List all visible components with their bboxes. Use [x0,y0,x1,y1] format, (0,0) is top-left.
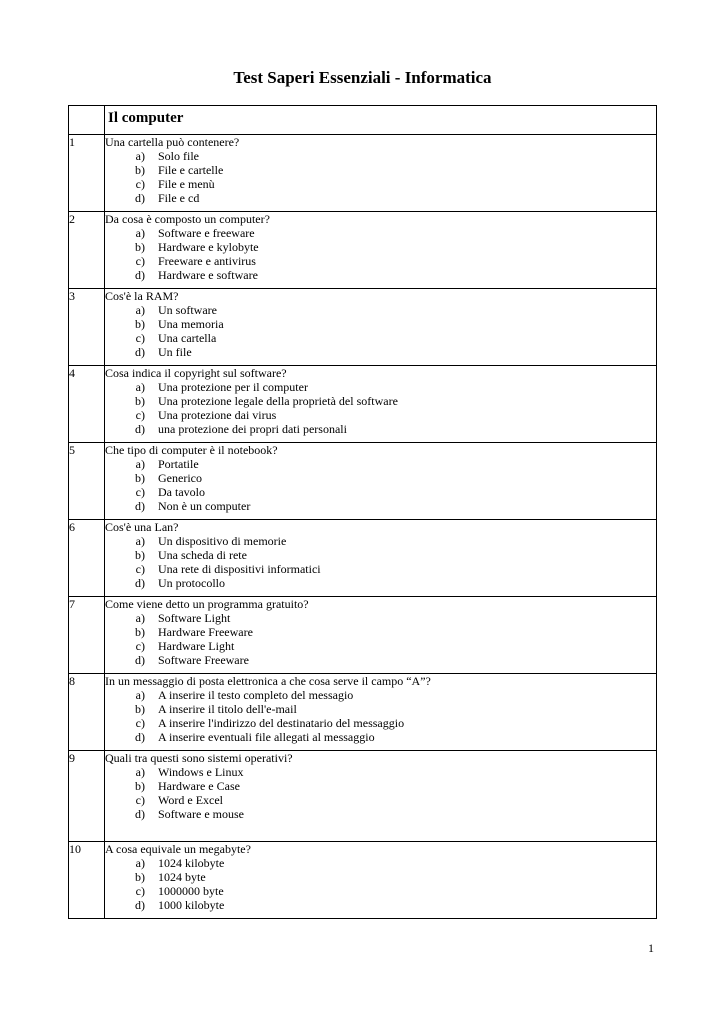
answer-option-letter: a) [135,149,145,163]
answer-option [105,471,656,485]
answer-option-letter: b) [135,625,145,639]
answer-option-letter: b) [135,471,145,485]
answer-option-letter: b) [135,317,145,331]
question-cell [105,842,657,919]
answer-option-letter: a) [135,688,145,702]
answer-options-list [105,303,656,359]
answer-option [105,457,656,471]
answer-option [105,422,656,436]
answer-option [105,548,656,562]
answer-option-text: Da tavolo [158,485,205,499]
quiz-table [68,105,657,919]
answer-option-letter: b) [135,870,145,884]
answer-option-letter: b) [135,779,145,793]
answer-option-text: 1024 kilobyte [158,856,225,870]
question-text: Da cosa è composto un computer? [105,212,270,226]
answer-option [105,856,656,870]
question-text: Che tipo di computer è il notebook? [105,443,278,457]
answer-option-text: Software Freeware [158,653,249,667]
answer-option-text: A inserire il testo completo del messagio [158,688,354,702]
answer-option-letter: a) [135,611,145,625]
answer-options-list [105,457,656,513]
answer-option-text: Non è un computer [158,499,251,513]
question-cell [105,520,657,597]
answer-option-text: Un file [158,345,192,359]
answer-option-letter: c) [135,716,145,730]
answer-option-text: 1000 kilobyte [158,898,225,912]
answer-option [105,576,656,590]
answer-option-text: Hardware e kylobyte [158,240,259,254]
question-number: 10 [69,842,105,919]
section-header-row [69,106,657,135]
answer-option-letter: a) [135,226,145,240]
answer-option-letter: c) [135,177,145,191]
answer-option-text: Hardware e software [158,268,258,282]
answer-options-list [105,765,656,821]
answer-option-text: Software e freeware [158,226,255,240]
answer-option [105,380,656,394]
answer-option-letter: b) [135,163,145,177]
answer-option-letter: c) [135,562,145,576]
answer-option-text: File e menù [158,177,215,191]
section-title: Il computer [105,106,657,135]
answer-option-text: A inserire l'indirizzo del destinatario del messaggio [158,716,405,730]
question-row [69,289,657,366]
question-text: In un messaggio di posta elettronica a che cosa serve il campo “A”? [105,674,431,688]
answer-option-letter: d) [135,807,145,821]
question-row [69,597,657,674]
answer-option-letter: c) [135,485,145,499]
answer-option-text: File e cartelle [158,163,224,177]
question-number: 2 [69,212,105,289]
answer-option-text: A inserire il titolo dell'e-mail [158,702,297,716]
answer-option [105,688,656,702]
question-text: Cos'è la RAM? [105,289,179,303]
answer-option-text: Hardware Freeware [158,625,253,639]
answer-option-text: Hardware Light [158,639,235,653]
answer-option-letter: a) [135,534,145,548]
answer-option-text: Un dispositivo di memorie [158,534,287,548]
answer-options-list [105,149,656,205]
answer-option [105,149,656,163]
question-cell [105,751,657,842]
question-row [69,135,657,212]
answer-option-text: Un protocollo [158,576,225,590]
answer-option-text: Software e mouse [158,807,244,821]
answer-option-letter: c) [135,408,145,422]
answer-option-letter: a) [135,303,145,317]
answer-option [105,226,656,240]
answer-option [105,611,656,625]
answer-option-text: Una protezione dai virus [158,408,277,422]
question-cell [105,674,657,751]
question-text: Cosa indica il copyright sul software? [105,366,287,380]
answer-option [105,730,656,744]
answer-option-letter: d) [135,422,145,436]
answer-options-list [105,856,656,912]
question-row [69,443,657,520]
answer-option-text: Generico [158,471,202,485]
answer-option [105,702,656,716]
answer-options-list [105,611,656,667]
question-text: Cos'è una Lan? [105,520,179,534]
answer-option [105,793,656,807]
question-row [69,212,657,289]
question-row [69,520,657,597]
section-header-number-cell [69,106,105,135]
answer-options-list [105,688,656,744]
answer-option-letter: d) [135,576,145,590]
page-number: 1 [648,941,654,955]
question-cell [105,289,657,366]
answer-options-list [105,226,656,282]
answer-option-letter: a) [135,856,145,870]
answer-option [105,807,656,821]
answer-option-text: Windows e Linux [158,765,244,779]
answer-option-text: Una scheda di rete [158,548,247,562]
answer-option-letter: d) [135,653,145,667]
answer-option-letter: b) [135,394,145,408]
answer-option [105,485,656,499]
answer-option-letter: c) [135,793,145,807]
answer-option-text: Una protezione per il computer [158,380,308,394]
question-cell [105,366,657,443]
answer-options-list [105,380,656,436]
answer-option-text: Un software [158,303,217,317]
answer-option-letter: d) [135,191,145,205]
answer-option [105,240,656,254]
question-text: Come viene detto un programma gratuito? [105,597,309,611]
answer-option-letter: c) [135,639,145,653]
answer-option-text: Una cartella [158,331,217,345]
answer-option-letter: c) [135,331,145,345]
answer-option [105,254,656,268]
answer-option-letter: b) [135,548,145,562]
answer-option [105,408,656,422]
question-number: 5 [69,443,105,520]
document-title: Test Saperi Essenziali - Informatica [233,68,492,87]
question-text: Quali tra questi sono sistemi operativi? [105,751,293,765]
answer-option-text: Freeware e antivirus [158,254,256,268]
answer-option [105,779,656,793]
answer-option-text: Portatile [158,457,199,471]
answer-option [105,653,656,667]
answer-option-text: una protezione dei propri dati personali [158,422,347,436]
answer-option-text: Una memoria [158,317,224,331]
answer-option [105,534,656,548]
answer-option [105,331,656,345]
answer-option [105,765,656,779]
answer-options-list [105,534,656,590]
answer-option-letter: d) [135,345,145,359]
answer-option [105,163,656,177]
answer-option [105,884,656,898]
answer-option [105,303,656,317]
answer-option [105,317,656,331]
question-number: 3 [69,289,105,366]
answer-option-letter: d) [135,898,145,912]
question-cell [105,597,657,674]
question-cell [105,212,657,289]
answer-option-text: 1000000 byte [158,884,224,898]
question-cell [105,135,657,212]
question-row [69,842,657,919]
question-row [69,751,657,842]
answer-option-letter: c) [135,884,145,898]
question-number: 8 [69,674,105,751]
answer-option-text: Hardware e Case [158,779,240,793]
answer-option [105,562,656,576]
answer-option [105,394,656,408]
question-text: Una cartella può contenere? [105,135,240,149]
answer-option-text: File e cd [158,191,200,205]
answer-option-text: Software Light [158,611,231,625]
answer-option-letter: a) [135,765,145,779]
question-text: A cosa equivale un megabyte? [105,842,251,856]
question-number: 7 [69,597,105,674]
question-cell [105,443,657,520]
answer-option [105,716,656,730]
answer-option-letter: b) [135,240,145,254]
answer-option [105,345,656,359]
answer-option-letter: a) [135,380,145,394]
answer-option [105,499,656,513]
answer-option-text: Una protezione legale della proprietà del software [158,394,398,408]
answer-option [105,898,656,912]
answer-option-letter: d) [135,730,145,744]
answer-option [105,177,656,191]
question-number: 1 [69,135,105,212]
answer-option-letter: a) [135,457,145,471]
answer-option-text: 1024 byte [158,870,206,884]
answer-option [105,191,656,205]
question-number: 6 [69,520,105,597]
answer-option [105,268,656,282]
answer-option-text: Una rete di dispositivi informatici [158,562,321,576]
answer-option-text: A inserire eventuali file allegati al messaggio [158,730,375,744]
question-row [69,674,657,751]
question-number: 4 [69,366,105,443]
question-number: 9 [69,751,105,842]
answer-option-text: Word e Excel [158,793,224,807]
answer-option [105,639,656,653]
answer-option-letter: c) [135,254,145,268]
answer-option-text: Solo file [158,149,199,163]
answer-option-letter: d) [135,499,145,513]
answer-option-letter: b) [135,702,145,716]
answer-option-letter: d) [135,268,145,282]
answer-option [105,870,656,884]
answer-option [105,625,656,639]
question-row [69,366,657,443]
